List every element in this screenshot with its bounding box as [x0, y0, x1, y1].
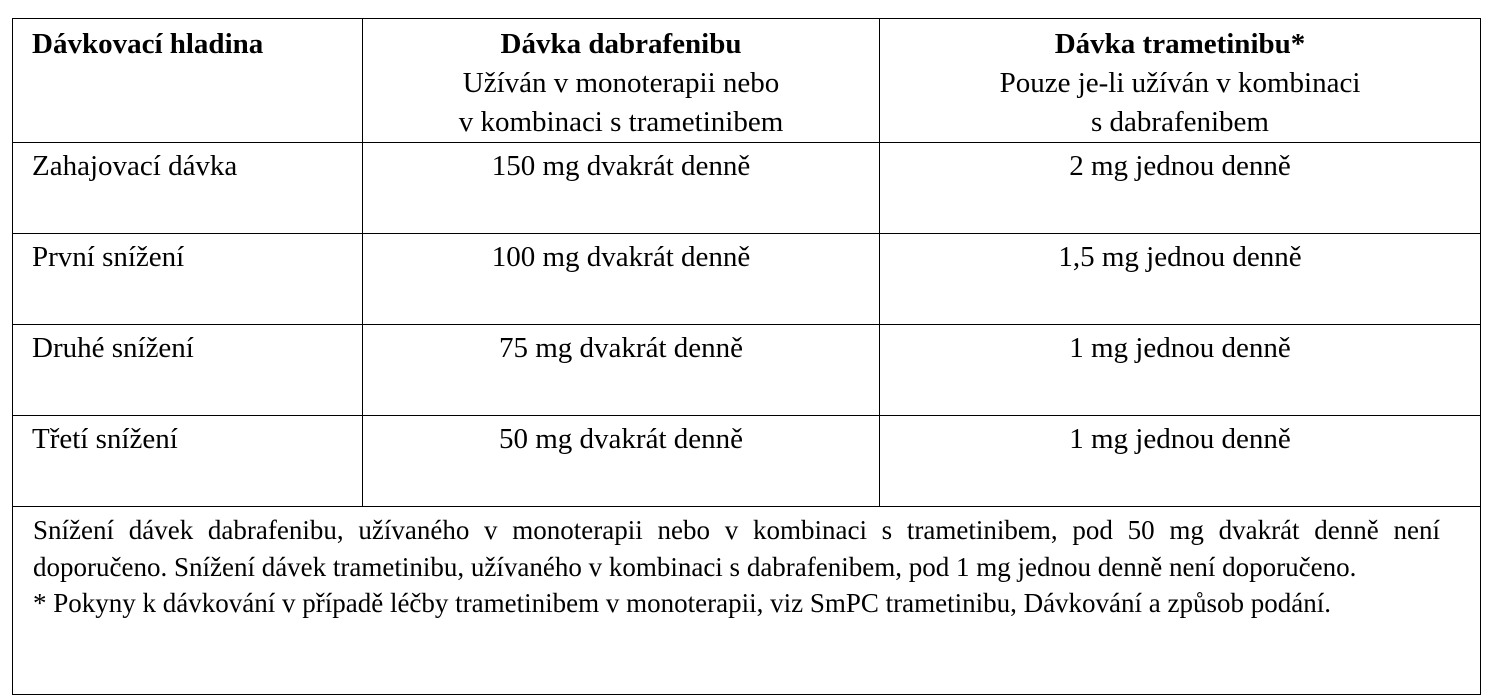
dabrafenib-dose-cell: 50 mg dvakrát denně	[363, 416, 880, 507]
header-trametinib-subtitle-line1: Pouze je-li užíván v kombinaci	[999, 67, 1361, 99]
table-row	[13, 234, 1481, 325]
header-dabrafenib-subtitle-line2: v kombinaci s trametinibem	[458, 106, 784, 138]
header-dose-level	[13, 19, 363, 143]
header-dabrafenib-subtitle-line1: Užíván v monoterapii nebo	[462, 67, 780, 99]
header-dabrafenib-dose	[363, 19, 880, 143]
table-header-row	[13, 19, 1481, 143]
trametinib-dose-cell: 1 mg jednou denně	[880, 325, 1481, 416]
dose-level-cell: První snížení	[13, 234, 363, 325]
footnote-monotherapy-note: * Pokyny k dávkování v případě léčby trametinibem v monoterapii, viz SmPC trametinibu, Dávkování a způsob podání.	[33, 588, 1332, 618]
table-footnote-row	[13, 507, 1481, 695]
header-trametinib-subtitle-line2: s dabrafenibem	[1091, 106, 1269, 138]
dabrafenib-dose-cell: 150 mg dvakrát denně	[363, 143, 880, 234]
footnote-cell	[13, 507, 1481, 695]
header-dose-level-label: Dávkovací hladina	[32, 28, 264, 60]
trametinib-dose-cell: 2 mg jednou denně	[880, 143, 1481, 234]
trametinib-dose-cell: 1 mg jednou denně	[880, 416, 1481, 507]
dose-level-cell: Třetí snížení	[13, 416, 363, 507]
dose-level-cell: Zahajovací dávka	[13, 143, 363, 234]
dose-level-cell: Druhé snížení	[13, 325, 363, 416]
header-trametinib-title: Dávka trametinibu*	[1054, 28, 1306, 60]
table-row	[13, 325, 1481, 416]
dabrafenib-dose-cell: 75 mg dvakrát denně	[363, 325, 880, 416]
table-row	[13, 143, 1481, 234]
header-dabrafenib-title: Dávka dabrafenibu	[500, 28, 742, 60]
header-trametinib-dose	[880, 19, 1481, 143]
table-row	[13, 416, 1481, 507]
trametinib-dose-cell: 1,5 mg jednou denně	[880, 234, 1481, 325]
dose-reduction-table	[12, 18, 1481, 695]
footnote-dose-reduction-note: Snížení dávek dabrafenibu, užívaného v monoterapii nebo v kombinaci s trametinibem, pod 50 mg dvakrát denně není doporučeno. Snížení dávek trametinibu, užívaného v kombinaci s dabrafenibem, pod 1 mg jednou denně není doporučeno.	[33, 515, 1440, 582]
dabrafenib-dose-cell: 100 mg dvakrát denně	[363, 234, 880, 325]
